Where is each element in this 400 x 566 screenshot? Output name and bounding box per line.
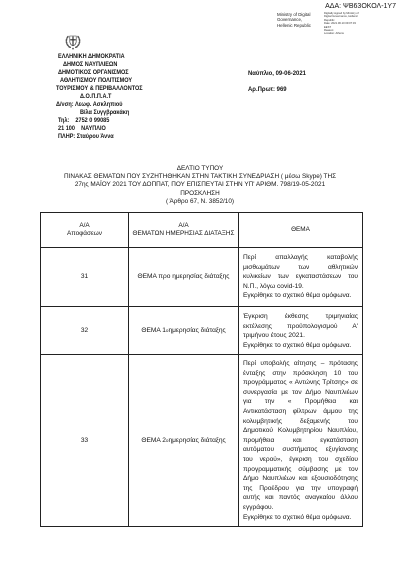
header-decision-no <box>41 213 129 248</box>
agenda-item-text: ημερησίας διάταξης <box>168 436 226 444</box>
header-text: ΘΕΜΑΤΩΝ ΗΜΕΡΗΣΙΑΣ ΔΙΑΤΑΞΗΣ <box>132 230 235 237</box>
signature-signer <box>277 12 321 36</box>
signature-detail-line: Digitally signed by Ministry of Digital Governance, Hellenic Republic <box>324 12 359 22</box>
subject-cell <box>239 307 363 355</box>
theme-line: εγγράφου. <box>243 503 274 511</box>
agenda-item: ΘΕΜΑ 2 ο ημερησίας διάταξης <box>129 355 239 527</box>
title-line: ΠΙΝΑΚΑΣ ΘΕΜΑΤΩΝ ΠΟΥ ΣΥΖΗΤΗΘΗΚΑΝ ΣΤΗΝ ΤΑΚΤΙΚΗ ΣΥΝΕΔΡΙΑΣΗ ( μέσω Skype) ΤΗΣ <box>63 173 337 181</box>
theme-line: Περί απαλλαγής καταβολής <box>243 254 358 261</box>
theme-line: εκτέλεσης προϋπολογισμού Α' <box>243 322 358 330</box>
approval-status: Εγκρίθηκε το σχετικό θέμα ομόφωνα. <box>243 513 352 521</box>
signature-signer-line: Ministry of Digital <box>277 12 311 17</box>
theme-line: Αντικατάσταση φίλτρων άμμου της <box>243 407 358 415</box>
sender-line: ΤΟΥΡΙΣΜΟΥ & ΠΕΡΙΒΑΛΛΟΝΤΟΣ <box>56 85 143 92</box>
subject-cell <box>239 355 363 527</box>
sender-line: Τηλ: 2752 0 99085 <box>58 117 110 124</box>
title-article: ( Άρθρο 67, Ν. 3852/10) <box>165 197 235 205</box>
sender-line: Δ/νση: Λεωφ. Ασκληπιού <box>56 101 123 108</box>
header-text: ΘΕΜΑ <box>291 226 310 233</box>
theme-line: αυτόματου συστήματος εξυγίανσης <box>243 446 358 454</box>
header-agenda-no <box>129 213 239 248</box>
theme-line: κολυμβητικής δεξαμενής του <box>243 417 358 425</box>
theme-line: Δημοτικού Κολυμβητηρίου Ναυπλίου, <box>243 427 358 435</box>
press-release-title <box>0 165 400 206</box>
sender-line: 21 100 ΝΑΥΠΛΙΟ <box>58 125 106 132</box>
approval-status: Εγκρίθηκε το σχετικό θέμα ομόφωνα. <box>243 292 352 300</box>
theme-line: τριμήνου έτους 2021. <box>243 332 305 340</box>
theme-line: της Προέδρου για την υπογραφή <box>243 484 358 492</box>
agenda-item-text: ΘΕΜΑ 2 <box>141 436 166 444</box>
sender-line: Δ.Ο.Π.Π.Α.Τ <box>80 93 112 100</box>
title-invitation: ΠΡΟΣΚΛΗΣΗ <box>180 189 220 197</box>
title-heading: ΔΕΛΤΙΟ ΤΥΠΟΥ <box>176 165 224 172</box>
decision-number: 33 <box>41 355 129 527</box>
theme-line: Ν.Π., λόγω covid-19. <box>243 282 304 290</box>
sender-line: ΔΗΜΟΤΙΚΟΣ ΟΡΓΑΝΙΣΜΟΣ <box>58 69 129 76</box>
theme-line: μισθωμάτων των αθλητικών <box>243 263 358 271</box>
approval-status: Εγκρίθηκε το σχετικό θέμα ομόφωνα. <box>243 341 352 349</box>
ada-code: ΑΔΑ: ΨΒ63ΟΚΟΛ-1Υ7 <box>325 3 396 10</box>
sender-line: ΑΘΛΗΤΙΣΜΟΥ ΠΟΛΙΤΙΣΜΟΥ <box>60 77 133 84</box>
digital-signature <box>277 12 360 36</box>
theme-line: προμήθεια και εγκατάσταση <box>243 436 358 444</box>
theme-line: ένταξης στην πρόσκληση 10 του <box>243 369 358 377</box>
signature-signer-line: Governance, <box>277 17 303 23</box>
theme-line: του νερού», έγκριση του σχεδίου <box>243 455 358 463</box>
agenda-table <box>40 212 363 527</box>
sender-line: ΕΛΛΗΝΙΚΗ ΔΗΜΟΚΡΑΤΙΑ <box>58 53 125 60</box>
signature-detail-line: Location: Athens <box>324 32 344 36</box>
document-date: Ναύπλιο, 09-06-2021 <box>248 70 306 77</box>
header-text: Α/Α <box>79 222 90 229</box>
decision-number: 31 <box>41 248 129 307</box>
theme-line: κυλικείων των εγκαταστάσεων του <box>243 273 358 281</box>
theme-line: συνεργασία με τον Δήμο Ναυπλιέων <box>243 388 358 396</box>
greek-coat-of-arms-icon <box>64 32 82 50</box>
header-text: Αποφάσεων <box>67 230 102 237</box>
header-text: Α/Α <box>178 222 189 229</box>
agenda-item: ΘΕΜΑ 1 ο ημερησίας διάταξης <box>129 307 239 355</box>
theme-line: για την « Προμήθεια και <box>243 398 358 406</box>
theme-line: προγραμματικής σύμβασης με τον <box>243 465 358 473</box>
theme-line: Δήμο Ναυπλιέων και εξουσιοδότησης <box>243 475 358 483</box>
sender-line: Βίλα Συγγβρακάκη <box>80 109 130 116</box>
agenda-item-text: ημερησίας διάταξης <box>168 326 226 334</box>
agenda-item-text: ΘΕΜΑ προ ημερησίας διάταξης <box>137 273 230 280</box>
sender-line: ΠΛΗΡ: Σταύρου Άννα <box>58 133 114 140</box>
theme-line: αυτής και παντός αναγκαίου άλλου <box>243 494 358 502</box>
theme-line: Περί υποβολής αίτησης – πρότασης <box>243 360 358 367</box>
subject-cell <box>239 248 363 307</box>
theme-line: Έγκριση έκθεσης τριμηνιαίας <box>243 313 358 320</box>
theme-line: προγράμματος « Αντώνης Τρίτσης» σε <box>243 379 358 387</box>
agenda-item-text: ΘΕΜΑ 1 <box>141 326 166 334</box>
signature-detail-line: Date: 2021.06.10 09:07:33 EEST <box>324 22 356 29</box>
header-subject <box>239 213 363 248</box>
sender-line: ΔΗΜΟΣ ΝΑΥΠΛΙΕΩΝ <box>63 61 118 68</box>
signature-signer-line: Hellenic Republic <box>277 22 311 28</box>
signature-details <box>324 12 360 36</box>
decision-number: 32 <box>41 307 129 355</box>
protocol-number: Αρ.Πρωτ: 969 <box>248 86 287 93</box>
agenda-item <box>129 248 239 307</box>
title-line: 27ης ΜΑΪΟΥ 2021 ΤΟΥ ΔΟΠΠΑΤ, ΠΟΥ ΕΠΙΣΠΕΥΤΑΙ ΣΤΗΝ ΥΠ' ΑΡΙΘΜ. 798/19-05-2021 <box>74 181 326 189</box>
signature-detail-line: Reason: <box>324 29 335 33</box>
